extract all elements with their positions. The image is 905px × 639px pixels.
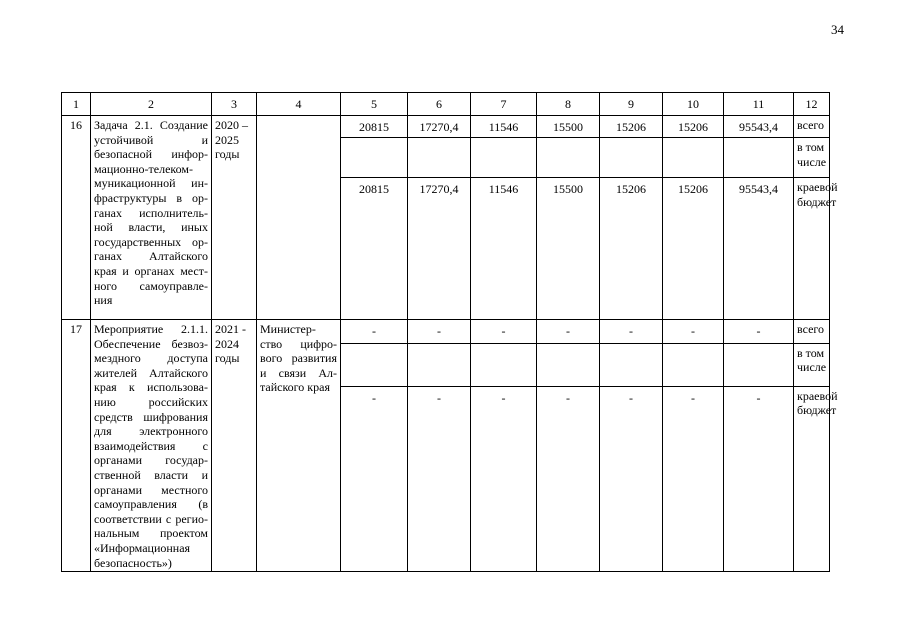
- description-line: для электронного: [94, 424, 208, 439]
- description-line: мационно-телеком-: [94, 161, 193, 176]
- column-header: 10: [663, 93, 724, 116]
- description-line: ния: [94, 293, 113, 308]
- value-cell: 95543,4: [724, 178, 794, 320]
- description-line: ного самоуправле-: [94, 278, 208, 293]
- column-header: 5: [341, 93, 408, 116]
- description-line: соответствии с регио-: [94, 511, 208, 526]
- value-cell: [471, 343, 537, 386]
- page-number: 34: [831, 22, 844, 37]
- funding-type-cell: [794, 178, 838, 320]
- value-cell: [724, 343, 794, 386]
- value-cell: -: [471, 320, 537, 344]
- column-header: 12: [794, 93, 830, 116]
- description-line: органами государ-: [94, 453, 208, 468]
- description-line: средств шифрования: [94, 409, 208, 424]
- executor-cell: [257, 320, 341, 572]
- funding-type-cell: [794, 138, 830, 178]
- value-cell: 95543,4: [724, 116, 794, 138]
- value-cell: -: [537, 320, 600, 344]
- value-cell: 20815: [341, 116, 408, 138]
- funding-type-line: всего: [797, 118, 825, 132]
- description-line: Мероприятие 2.1.1.: [94, 322, 208, 336]
- description-line: безопасность»): [94, 555, 172, 570]
- value-cell: [408, 343, 471, 386]
- description-line: «Информационная: [94, 540, 191, 555]
- value-cell: -: [471, 386, 537, 572]
- period-cell: [212, 320, 257, 572]
- period-line: 2024: [215, 336, 239, 351]
- funding-type-cell: [794, 386, 838, 572]
- value-cell: [408, 138, 471, 178]
- funding-type-line: числе: [797, 360, 827, 375]
- value-cell: 15206: [663, 116, 724, 138]
- description-line: жителей Алтайского: [94, 365, 208, 380]
- funding-type-line: в том: [797, 140, 825, 154]
- value-cell: [537, 138, 600, 178]
- column-header: 11: [724, 93, 794, 116]
- header-row: [62, 93, 830, 116]
- executor-line: ство цифро-: [260, 336, 337, 351]
- value-cell: -: [663, 320, 724, 344]
- description-line: муникационной ин-: [94, 176, 208, 191]
- value-cell: 20815: [341, 178, 408, 320]
- description-line: самоуправления (в: [94, 497, 208, 512]
- value-cell: [600, 138, 663, 178]
- value-cell: 11546: [471, 178, 537, 320]
- value-cell: -: [537, 386, 600, 572]
- description-line: Задача 2.1. Создание: [94, 118, 208, 132]
- funding-type-line: краевой: [797, 388, 838, 403]
- row-number: 17: [62, 320, 91, 572]
- executor-line: и связи Ал-: [260, 365, 337, 380]
- period-line: годы: [215, 147, 240, 162]
- period-line: 2025: [215, 132, 239, 147]
- column-header: 4: [257, 93, 341, 116]
- period-cell: [212, 116, 257, 320]
- description-line: органами местного: [94, 482, 208, 497]
- value-cell: -: [341, 320, 408, 344]
- description-line: устойчивой и: [94, 132, 208, 147]
- column-header: 7: [471, 93, 537, 116]
- value-cell: -: [408, 320, 471, 344]
- value-cell: [341, 343, 408, 386]
- description-line: фраструктуры в ор-: [94, 190, 208, 205]
- funding-type-line: в том: [797, 345, 825, 360]
- value-cell: -: [600, 320, 663, 344]
- measure-description: [91, 320, 212, 572]
- executor-line: тайского края: [260, 380, 330, 395]
- value-cell: 15500: [537, 116, 600, 138]
- description-line: ганах исполнитель-: [94, 205, 208, 220]
- column-header: 2: [91, 93, 212, 116]
- value-cell: -: [724, 386, 794, 572]
- funding-type-line: бюджет: [797, 403, 837, 418]
- description-line: мездного доступа: [94, 351, 208, 366]
- measure-description: [91, 116, 212, 320]
- period-line: 2020 –: [215, 118, 248, 132]
- budget-table: [61, 92, 838, 572]
- description-line: края к использова-: [94, 380, 208, 395]
- value-cell: 17270,4: [408, 116, 471, 138]
- description-line: государственных ор-: [94, 234, 208, 249]
- executor-line: вого развития: [260, 351, 337, 366]
- column-header: 6: [408, 93, 471, 116]
- description-line: края и органах мест-: [94, 263, 208, 278]
- description-line: ганах Алтайского: [94, 249, 208, 264]
- period-line: 2021 -: [215, 322, 246, 336]
- funding-type-cell: [794, 116, 830, 138]
- value-cell: [537, 343, 600, 386]
- description-line: ной власти, иных: [94, 220, 208, 235]
- description-line: Обеспечение безвоз-: [94, 336, 208, 351]
- value-cell: -: [724, 320, 794, 344]
- description-line: ственной власти и: [94, 467, 208, 482]
- description-line: нию российских: [94, 394, 208, 409]
- column-header: 9: [600, 93, 663, 116]
- funding-type-line: бюджет: [797, 194, 837, 209]
- value-cell: [471, 138, 537, 178]
- column-header: 1: [62, 93, 91, 116]
- funding-type-cell: [794, 320, 830, 344]
- funding-type-line: числе: [797, 154, 827, 169]
- executor-cell: [257, 116, 341, 320]
- executor-line: Министер-: [260, 322, 316, 336]
- period-line: годы: [215, 351, 240, 366]
- value-cell: -: [408, 386, 471, 572]
- value-cell: [724, 138, 794, 178]
- value-cell: 15206: [600, 178, 663, 320]
- value-cell: 17270,4: [408, 178, 471, 320]
- column-header: 3: [212, 93, 257, 116]
- value-cell: [663, 343, 724, 386]
- value-cell: 15500: [537, 178, 600, 320]
- value-cell: 15206: [663, 178, 724, 320]
- value-cell: [600, 343, 663, 386]
- value-cell: -: [341, 386, 408, 572]
- description-line: взаимодействия с: [94, 438, 208, 453]
- column-header: 8: [537, 93, 600, 116]
- table-row: [62, 116, 830, 138]
- value-cell: [663, 138, 724, 178]
- funding-type-cell: [794, 343, 830, 386]
- value-cell: [341, 138, 408, 178]
- funding-type-line: всего: [797, 322, 825, 336]
- description-line: безопасной инфор-: [94, 147, 208, 162]
- table-row: [62, 320, 830, 344]
- value-cell: -: [663, 386, 724, 572]
- value-cell: 11546: [471, 116, 537, 138]
- description-line: нальным проектом: [94, 526, 208, 541]
- funding-type-line: краевой: [797, 180, 838, 194]
- value-cell: 15206: [600, 116, 663, 138]
- row-number: 16: [62, 116, 91, 320]
- value-cell: -: [600, 386, 663, 572]
